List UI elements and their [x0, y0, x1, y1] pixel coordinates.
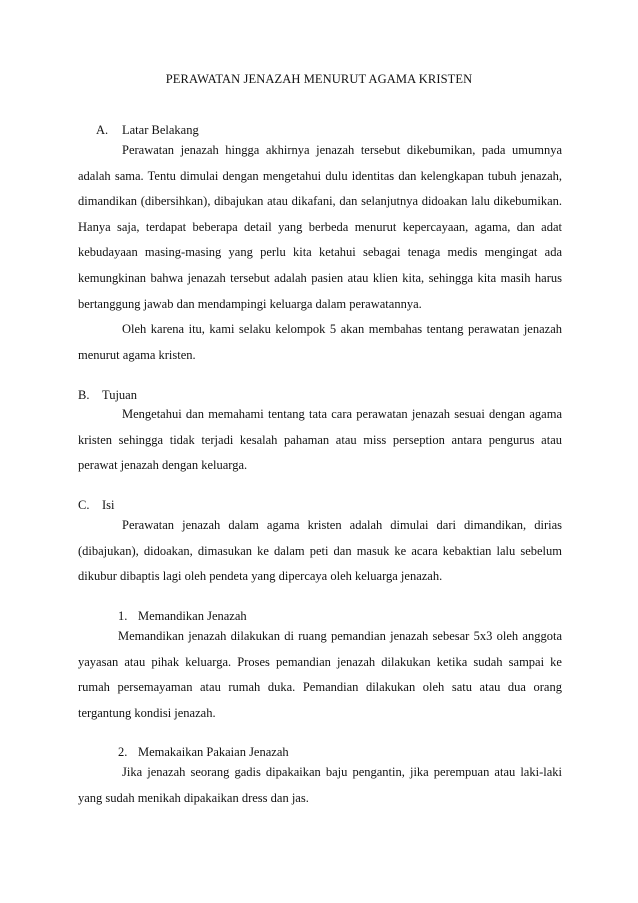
paragraph: Mengetahui dan memahami tentang tata cara perawatan jenazah sesuai dengan agama kristen sehingga tidak terjadi kesalah pahaman atau miss perseption antara pengurus atau perawat jenazah dengan keluarga.: [78, 407, 562, 473]
section-label: A.: [96, 123, 109, 137]
paragraph: Memandikan jenazah dilakukan di ruang pemandian jenazah sebesar 5x3 oleh anggota yayasan atau pihak keluarga. Proses pemandian jenazah dilakukan ketika sudah sampai ke rumah persemayaman atau rumah duka. Pemandian dilakukan oleh satu atau dua orang tergantung kondisi jenazah.: [78, 629, 562, 720]
section-label: C.: [78, 498, 90, 512]
subsection-heading-2: [118, 745, 289, 760]
section-title: Tujuan: [102, 388, 137, 402]
paragraph: Jika jenazah seorang gadis dipakaikan baju pengantin, jika perempuan atau laki-laki yang sudah menikah dipakaikan dress dan jas.: [78, 765, 562, 805]
section-heading-a: [96, 123, 199, 138]
paragraph: Perawatan jenazah hingga akhirnya jenazah tersebut dikebumikan, pada umumnya adalah sama. Tentu dimulai dengan mengetahui dulu identitas dan kelengkapan tubuh jenazah, dimandikan (dibersihkan), dibajukan atau dikafani, dan selanjutnya didoakan lalu dikebumikan. Hanya saja, terdapat beberapa detail yang berbeda menurut kepercayaan, agama, dan adat kebudayaan masing-masing yang perlu kita ketahui sebagai tenaga medis mengingat ada kemungkinan bahwa jenazah tersebut adalah pasien atau klien kita, sehingga kita masih harus bertanggung jawab dan mendampingi keluarga dalam perawatannya.: [78, 143, 562, 311]
subsection-heading-1: [118, 609, 247, 624]
paragraph: Oleh karena itu, kami selaku kelompok 5 akan membahas tentang perawatan jenazah menurut agama kristen.: [78, 322, 562, 362]
subsection-title: Memandikan Jenazah: [138, 609, 247, 623]
paragraph: Perawatan jenazah dalam agama kristen adalah dimulai dari dimandikan, dirias (dibajukan), didoakan, dimasukan ke dalam peti dan masuk ke acara kebaktian lalu sebelum dikubur dibaptis lagi oleh pendeta yang dipercaya oleh keluarga jenazah.: [78, 518, 562, 584]
section-heading-b: [78, 388, 137, 403]
section-heading-c: [78, 498, 115, 513]
section-label: B.: [78, 388, 90, 402]
subsection-label: 1.: [118, 609, 128, 623]
section-title: Isi: [102, 498, 115, 512]
subsection-label: 2.: [118, 745, 128, 759]
subsection-title: Memakaikan Pakaian Jenazah: [138, 745, 289, 759]
page-title: PERAWATAN JENAZAH MENURUT AGAMA KRISTEN: [165, 72, 473, 86]
section-title: Latar Belakang: [122, 123, 199, 137]
